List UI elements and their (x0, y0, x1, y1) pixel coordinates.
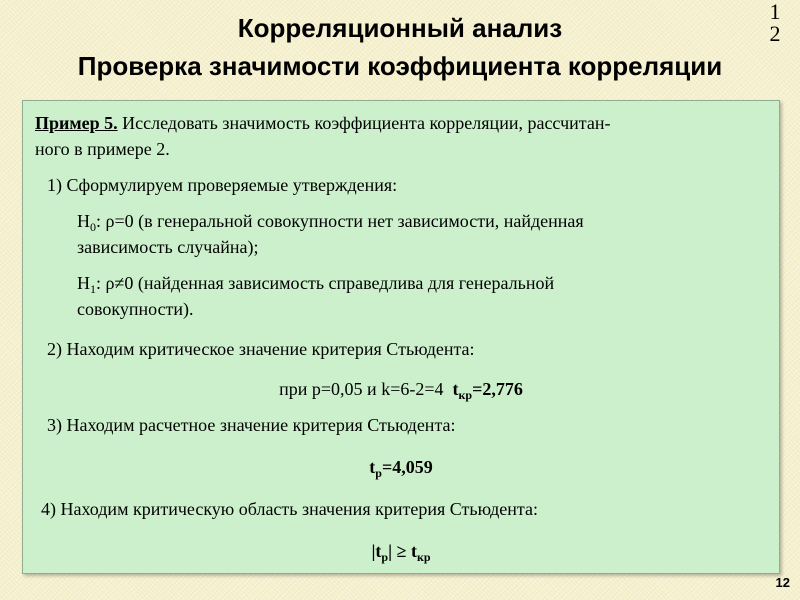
critical-value-line (23, 377, 779, 401)
region-open: |t (371, 541, 382, 561)
hypothesis-h1-line1 (77, 271, 554, 295)
example-intro-text: Исследовать значимость коэффициента корреляции, рассчитан- (122, 113, 611, 133)
step-4: 4) Находим критическую область значения критерия Стьюдента: (41, 499, 538, 519)
slide-title: Корреляционный анализ (237, 13, 563, 43)
example-intro-line1 (35, 111, 610, 135)
slide-mark-bottom: 2 (769, 21, 781, 46)
example-label: Пример 5. (35, 113, 118, 133)
slide-mark-top: 1 (769, 0, 781, 24)
h1-letter: H (77, 273, 90, 293)
hypothesis-h0-line1 (77, 209, 584, 233)
critical-t-subscript: кр (458, 388, 473, 402)
h0-subscript: 0 (90, 220, 96, 234)
example-intro-line2: ного в примере 2. (35, 139, 170, 159)
critical-t-value: =2,776 (472, 379, 523, 399)
example-panel (22, 100, 780, 574)
step-3: 3) Находим расчетное значение критерия Стьюдента: (47, 415, 456, 435)
region-subscript-1: р (381, 550, 389, 564)
critical-conditions: при p=0,05 и k=6-2=4 (279, 379, 444, 399)
hypothesis-h1-line2: совокупности). (77, 299, 194, 319)
calculated-t-subscript: р (375, 466, 382, 480)
critical-region-line (23, 539, 779, 563)
slide-subtitle: Проверка значимости коэффициента корреляции (77, 51, 723, 81)
region-subscript-2: кр (416, 550, 431, 564)
calculated-value-line (23, 455, 779, 479)
h0-text: : ρ=0 (в генеральной совокупности нет зависимости, найденная (96, 211, 584, 231)
page-number: 12 (775, 575, 790, 590)
calculated-t-symbol: t (369, 457, 376, 477)
step-1: 1) Сформулируем проверяемые утверждения: (47, 175, 398, 195)
calculated-t-value: =4,059 (381, 457, 433, 477)
hypothesis-h0-line2: зависимость случайна); (77, 237, 259, 257)
region-inequality: | ≥ t (388, 541, 417, 561)
h1-subscript: 1 (90, 282, 96, 296)
step-2: 2) Находим критическое значение критерия Стьюдента: (47, 339, 475, 359)
h1-text: : ρ≠0 (найденная зависимость справедлива для генеральной (96, 273, 555, 293)
h0-letter: H (77, 211, 90, 231)
critical-t-symbol: t (452, 379, 459, 399)
